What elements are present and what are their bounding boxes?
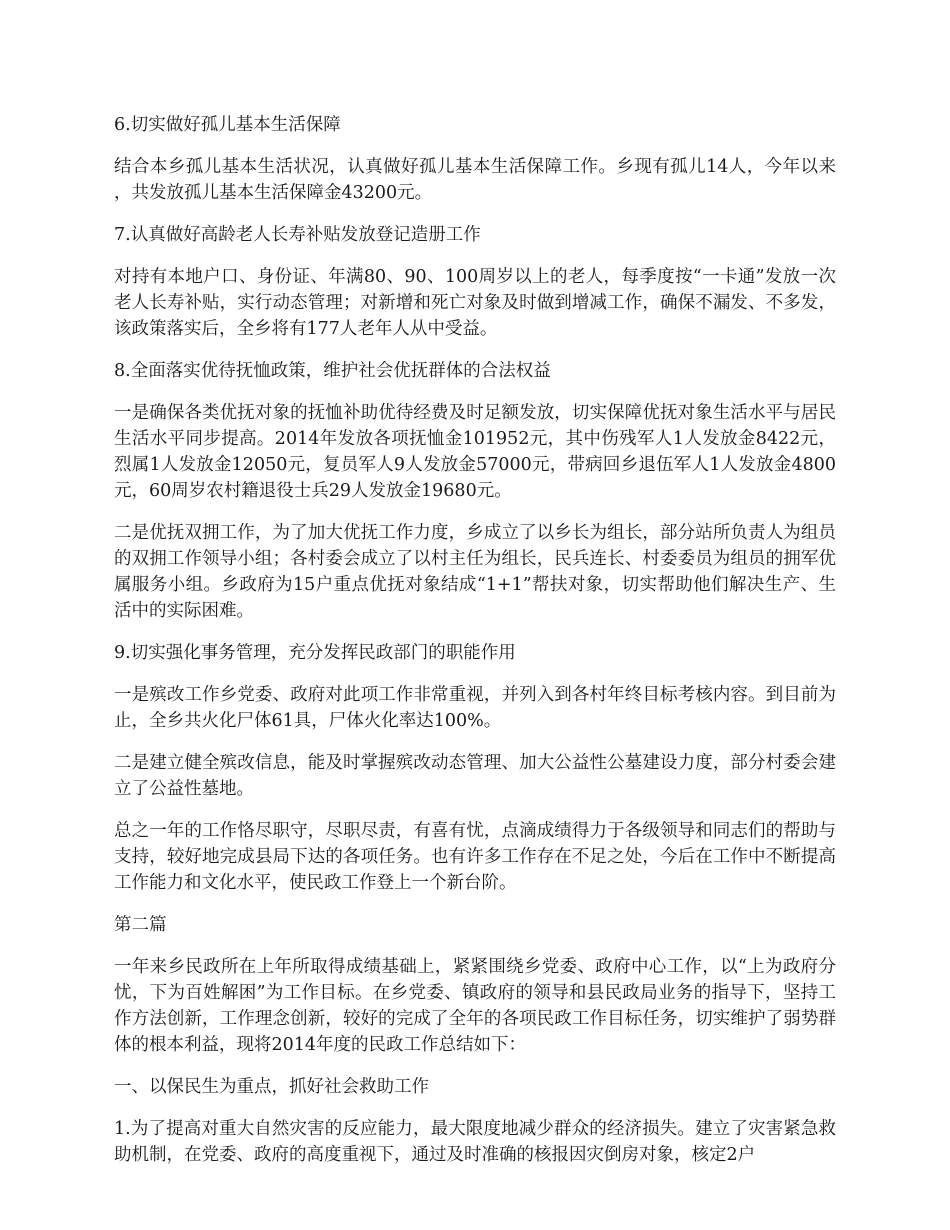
part-title: 第二篇 [114, 915, 167, 935]
body-paragraph: 总之一年的工作恪尽职守，尽职尽责，有喜有忧，点滴成绩得力于各级领导和同志们的帮助与支持，较好地完成县局下达的各项任务。也有许多工作存在不足之处，今后在工作中不断提高工作能力和文化水平，使民政工作登上一个新台阶。 [114, 821, 836, 893]
body-paragraph: 结合本乡孤儿基本生活状况，认真做好孤儿基本生活保障工作。乡现有孤儿14人，今年以来，共发放孤儿基本生活保障金43200元。 [114, 157, 836, 203]
section-heading-8: 8.全面落实优待抚恤政策，维护社会优抚群体的合法权益 [114, 361, 551, 381]
document-body [114, 112, 836, 1184]
body-paragraph: 二是建立健全殡改信息，能及时掌握殡改动态管理、加大公益性公墓建设力度，部分村委会建立了公益性墓地。 [114, 753, 836, 799]
body-paragraph: 一是确保各类优抚对象的抚恤补助优待经费及时足额发放，切实保障优抚对象生活水平与居民生活水平同步提高。2014年发放各项抚恤金101952元，其中伤残军人1人发放金8422元，烈属1人发放金12050元，复员军人9人发放金57000元，带病回乡退伍军人1人发放金4800元，60周岁农村籍退役士兵29人发放金19680元。 [114, 403, 836, 501]
section-heading-7: 7.认真做好高龄老人长寿补贴发放登记造册工作 [114, 225, 481, 245]
section-heading-9: 9.切实强化事务管理，充分发挥民政部门的职能作用 [114, 643, 516, 663]
body-paragraph: 对持有本地户口、身份证、年满80、90、100周岁以上的老人，每季度按“一卡通”发放一次老人长寿补贴，实行动态管理；对新增和死亡对象及时做到增减工作，确保不漏发、不多发，该政策落实后，全乡将有177人老年人从中受益。 [114, 267, 836, 339]
body-paragraph: 1.为了提高对重大自然灾害的反应能力，最大限度地减少群众的经济损失。建立了灾害紧急救助机制，在党委、政府的高度重视下，通过及时准确的核报因灾倒房对象，核定2户 [114, 1119, 836, 1165]
section-heading-6: 6.切实做好孤儿基本生活保障 [114, 115, 341, 135]
body-paragraph: 二是优抚双拥工作，为了加大优抚工作力度，乡成立了以乡长为组长，部分站所负责人为组员的双拥工作领导小组；各村委会成立了以村主任为组长，民兵连长、村委委员为组员的拥军优属服务小组。乡政府为15户重点优抚对象结成“1+1”帮扶对象，切实帮助他们解决生产、生活中的实际困难。 [114, 523, 836, 621]
body-paragraph: 一是殡改工作乡党委、政府对此项工作非常重视，并列入到各村年终目标考核内容。到目前为止，全乡共火化尸体61具，尸体火化率达100%。 [114, 685, 836, 731]
section-heading-1: 一、以保民生为重点，抓好社会救助工作 [114, 1077, 429, 1097]
body-paragraph: 一年来乡民政所在上年所取得成绩基础上，紧紧围绕乡党委、政府中心工作，以“上为政府分忧，下为百姓解困”为工作目标。在乡党委、镇政府的领导和县民政局业务的指导下，坚持工作方法创新，工作理念创新，较好的完成了全年的各项民政工作目标任务，切实维护了弱势群体的根本利益，现将2014年度的民政工作总结如下： [114, 957, 836, 1055]
